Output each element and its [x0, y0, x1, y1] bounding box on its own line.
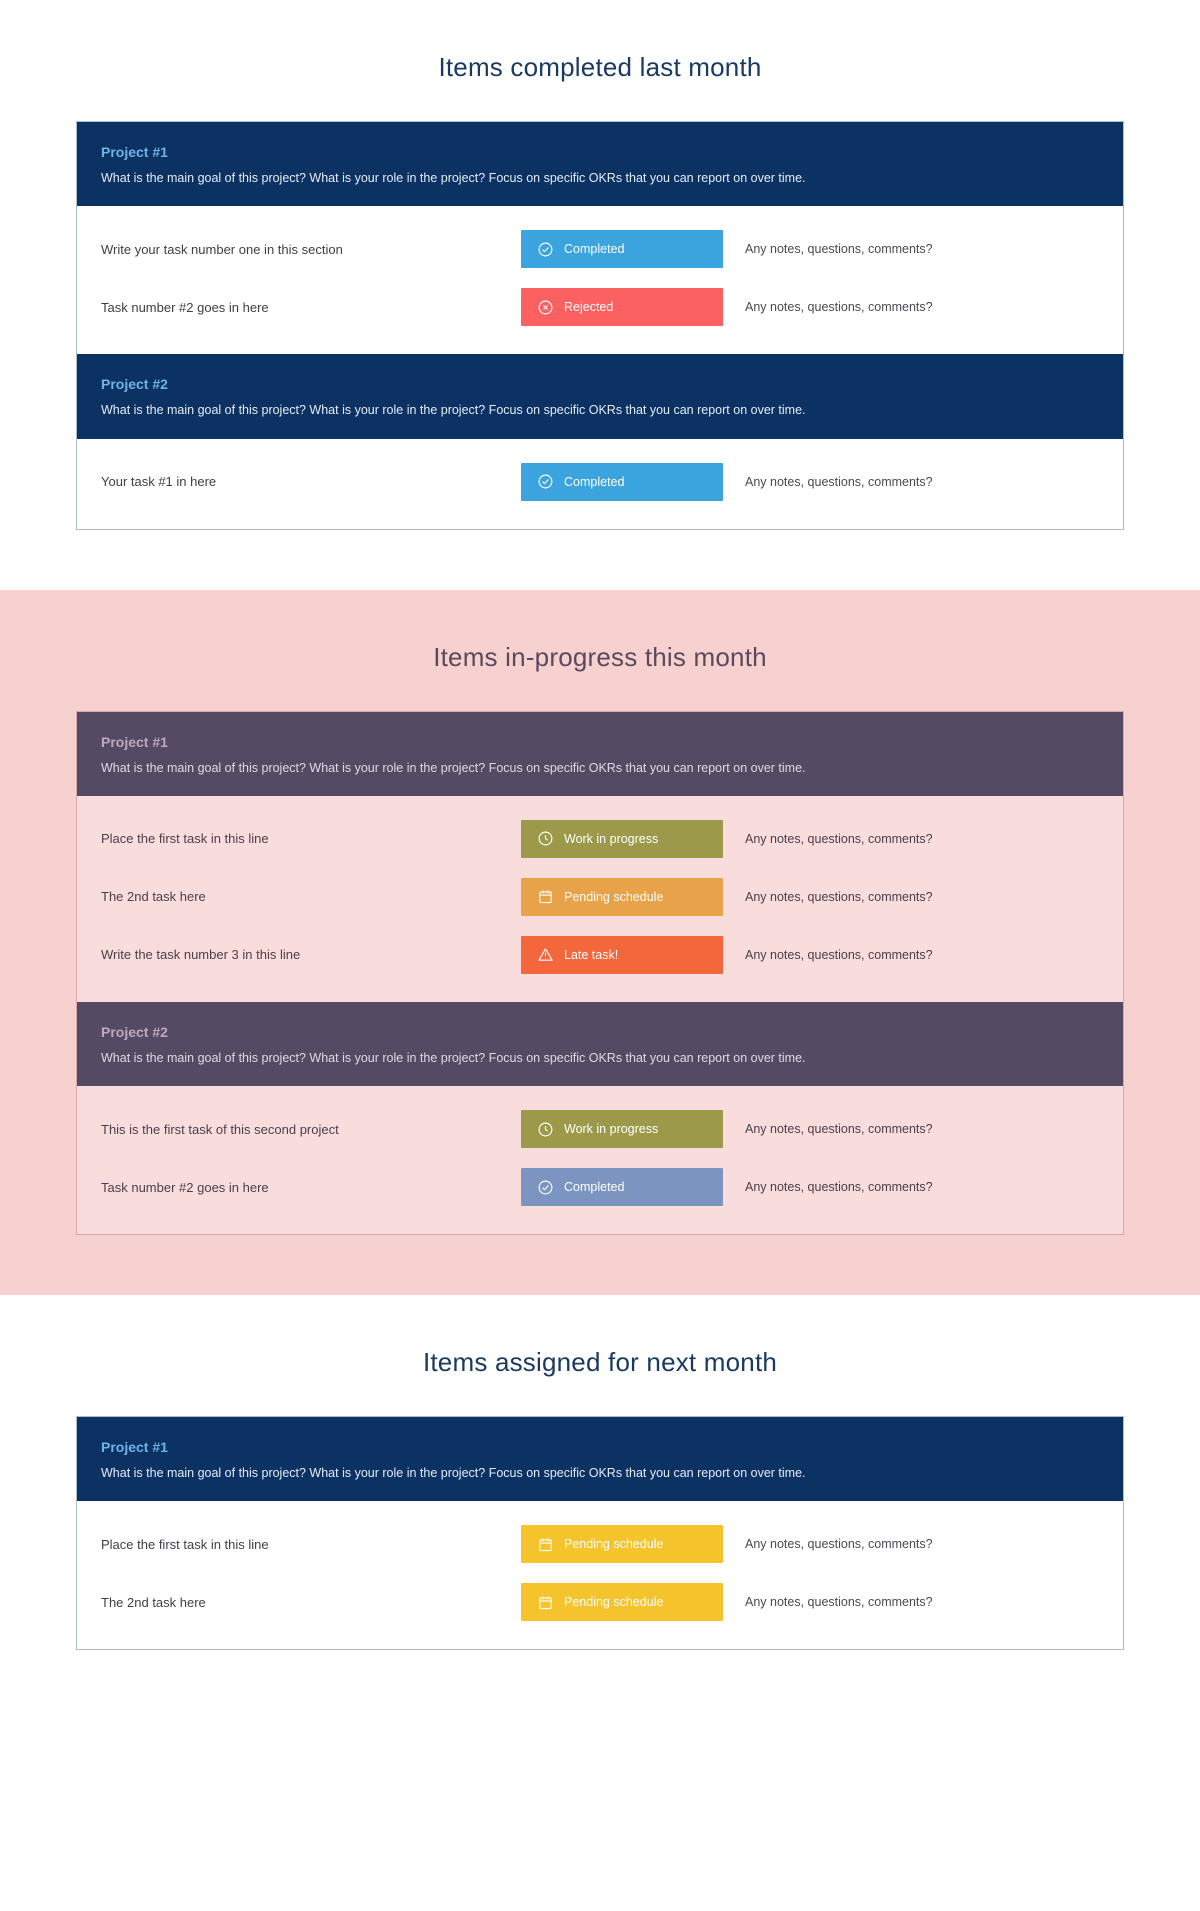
project-header	[77, 354, 1123, 438]
project-block	[77, 712, 1123, 1002]
project-card-group	[76, 1416, 1124, 1650]
task-row	[101, 810, 1099, 868]
project-name: Project #2	[101, 376, 168, 393]
project-name: Project #2	[101, 1023, 168, 1040]
status-label: Late task!	[564, 947, 619, 962]
project-description: What is the main goal of this project? What is your role in the project? Focus on specific OKRs that you can report on over time.	[101, 760, 806, 775]
status-label: Work in progress	[564, 1122, 659, 1136]
project-description: What is the main goal of this project? What is your role in the project? Focus on specific OKRs that you can report on over time.	[101, 403, 806, 418]
task-name: The 2nd task here	[101, 889, 206, 905]
task-name: This is the first task of this second project	[101, 1121, 339, 1137]
report-section	[0, 0, 1200, 590]
task-row	[101, 1158, 1099, 1216]
task-notes[interactable]: Any notes, questions, comments?	[745, 1595, 933, 1610]
project-header	[77, 1417, 1123, 1501]
project-header	[77, 712, 1123, 796]
project-name: Project #1	[101, 1439, 168, 1455]
task-name: Task number #2 goes in here	[101, 1179, 269, 1195]
status-badge[interactable]	[521, 230, 723, 268]
task-notes[interactable]: Any notes, questions, comments?	[745, 831, 933, 846]
status-label: Pending schedule	[564, 889, 664, 904]
project-header	[77, 1002, 1123, 1086]
task-name: Place the first task in this line	[101, 1536, 269, 1552]
section-title: Items assigned for next month	[422, 1347, 778, 1377]
task-list	[77, 206, 1123, 354]
task-notes[interactable]: Any notes, questions, comments?	[745, 242, 933, 257]
task-name: The 2nd task here	[101, 1594, 206, 1610]
task-row	[101, 926, 1099, 984]
check-circle-icon	[537, 241, 554, 258]
task-row	[101, 1573, 1099, 1631]
task-notes[interactable]: Any notes, questions, comments?	[745, 889, 933, 904]
task-row	[101, 1100, 1099, 1158]
task-row	[101, 1515, 1099, 1573]
report-section	[0, 590, 1200, 1296]
status-badge[interactable]	[521, 1525, 723, 1563]
project-description: What is the main goal of this project? What is your role in the project? Focus on specific OKRs that you can report on over time.	[101, 171, 806, 185]
status-badge[interactable]	[521, 463, 723, 501]
task-notes[interactable]: Any notes, questions, comments?	[745, 300, 933, 315]
task-list	[77, 1501, 1123, 1649]
task-row	[101, 868, 1099, 926]
task-name: Task number #2 goes in here	[101, 299, 269, 315]
status-label: Work in progress	[564, 831, 659, 846]
status-badge[interactable]	[521, 1583, 723, 1621]
status-badge[interactable]	[521, 1110, 723, 1148]
warning-triangle-icon	[537, 946, 554, 963]
section-spacer	[0, 1650, 1200, 1702]
calendar-icon	[537, 1594, 554, 1611]
task-notes[interactable]: Any notes, questions, comments?	[745, 474, 933, 489]
task-notes[interactable]: Any notes, questions, comments?	[745, 1122, 933, 1136]
project-description: What is the main goal of this project? What is your role in the project? Focus on specific OKRs that you can report on over time.	[101, 1050, 806, 1065]
section-title: Items in-progress this month	[433, 641, 767, 672]
status-badge[interactable]	[521, 936, 723, 974]
task-notes[interactable]: Any notes, questions, comments?	[745, 1537, 933, 1552]
task-list	[77, 796, 1123, 1002]
section-title: Items completed last month	[438, 52, 762, 82]
status-badge[interactable]	[521, 1168, 723, 1206]
task-name: Write your task number one in this section	[101, 241, 343, 257]
status-label: Rejected	[564, 300, 614, 315]
project-card-group	[76, 121, 1124, 530]
project-block	[77, 1002, 1123, 1234]
task-notes[interactable]: Any notes, questions, comments?	[745, 947, 933, 962]
check-circle-icon	[537, 473, 554, 490]
clock-icon	[537, 830, 554, 847]
check-circle-icon	[537, 1179, 554, 1196]
report-section	[0, 1295, 1200, 1710]
section-spacer	[0, 530, 1200, 582]
project-description: What is the main goal of this project? What is your role in the project? Focus on specific OKRs that you can report on over time.	[101, 1466, 806, 1480]
status-label: Pending schedule	[564, 1537, 664, 1552]
x-circle-icon	[537, 299, 554, 316]
status-badge[interactable]	[521, 288, 723, 326]
clock-icon	[537, 1121, 554, 1138]
project-name: Project #1	[101, 144, 168, 160]
status-label: Completed	[564, 1180, 625, 1194]
task-row	[101, 278, 1099, 336]
calendar-icon	[537, 1536, 554, 1553]
status-badge[interactable]	[521, 878, 723, 916]
task-row	[101, 220, 1099, 278]
task-name: Write the task number 3 in this line	[101, 947, 301, 963]
status-label: Completed	[564, 474, 625, 489]
task-list	[77, 1086, 1123, 1234]
status-badge[interactable]	[521, 820, 723, 858]
calendar-icon	[537, 888, 554, 905]
task-row	[101, 453, 1099, 511]
task-notes[interactable]: Any notes, questions, comments?	[745, 1180, 933, 1194]
project-block	[77, 122, 1123, 354]
section-spacer	[0, 1235, 1200, 1287]
project-block	[77, 1417, 1123, 1649]
task-name: Your task #1 in here	[101, 474, 217, 489]
status-label: Pending schedule	[564, 1595, 664, 1610]
project-card-group	[76, 711, 1124, 1236]
task-list	[77, 439, 1123, 529]
project-block	[77, 354, 1123, 528]
project-name: Project #1	[101, 733, 168, 750]
status-label: Completed	[564, 242, 625, 257]
project-header	[77, 122, 1123, 206]
task-name: Place the first task in this line	[101, 831, 269, 847]
